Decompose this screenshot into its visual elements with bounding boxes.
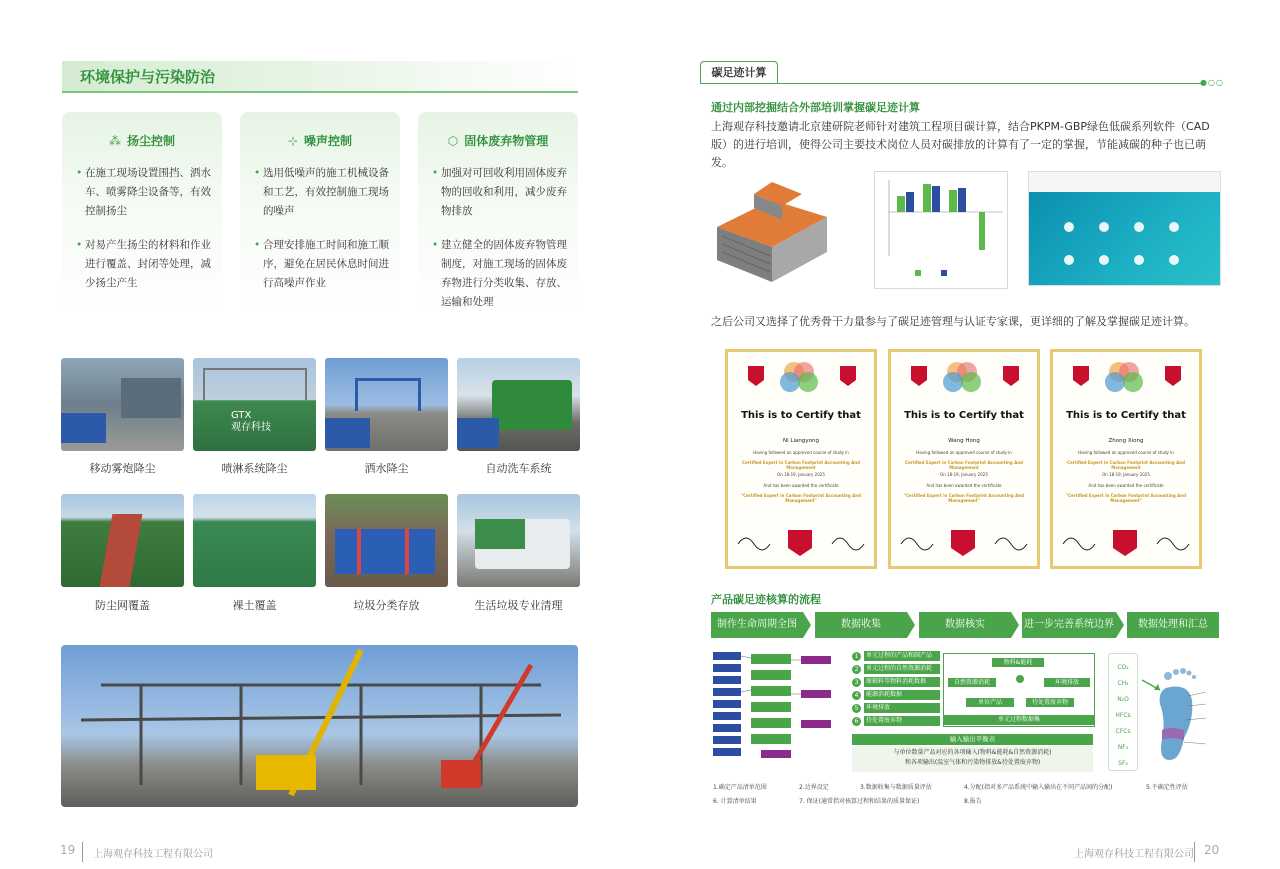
box-icon: ⬡: [447, 134, 459, 148]
cert-text: And has been awarded the certificate: [763, 483, 839, 488]
note: 5.不确定性评估: [1146, 784, 1188, 791]
note: 1.确定产品清单范围: [713, 784, 767, 791]
gas-label: SF₆: [1118, 760, 1128, 767]
cert-title: This is to Certify that: [741, 410, 861, 421]
process-step: 制作生命周期全图: [711, 612, 803, 638]
note: 2.边界设定: [799, 784, 829, 791]
cert-text: And has been awarded the certificate: [926, 483, 1002, 488]
cert-text: Certified Expert in Carbon Footprint Accounting And Management: [742, 460, 860, 470]
sound-icon: ⊹: [287, 134, 299, 148]
photo-caption: 移动雾炮降尘: [89, 462, 156, 475]
list-item: 5 环境排放: [852, 703, 940, 716]
cert-text: "Certified Expert in Carbon Footprint Accounting And Management": [904, 493, 1024, 503]
cert-text: Certified Expert in Carbon Footprint Accounting And Management: [905, 460, 1023, 470]
photo-spray-system: [193, 358, 316, 451]
photo-fog-cannon: [61, 358, 184, 451]
list-item: • 选用低噪声的施工机械设备和工艺，有效控制施工现场的噪声: [254, 167, 389, 217]
photo-caption: 洒水降尘: [364, 462, 409, 475]
cert-text: Having followed an approved course of study in: [916, 450, 1012, 455]
certificate: [1050, 349, 1202, 569]
heading-process: 产品碳足迹核算的流程: [711, 593, 821, 606]
card-solid-waste: [418, 112, 578, 312]
arrow-icon: [803, 612, 811, 638]
list-item: • 合理安排施工时间和施工顺序，避免在居民休息时间进行高噪声作业: [254, 239, 389, 289]
company-name: 上海观存科技工程有限公司: [93, 849, 213, 860]
cert-text: Having followed an approved course of study in: [1078, 450, 1174, 455]
photo-waste-sorting: [325, 494, 448, 587]
note: 8.报告: [964, 798, 982, 805]
cert-name: Ni Liangyong: [783, 438, 819, 444]
cert-text: "Certified Expert in Carbon Footprint Accounting And Management": [1066, 493, 1186, 503]
section-title-bar: [62, 61, 578, 93]
paragraph-training: 上海观存科技邀请北京建研院老师针对建筑工程项目碳计算，结合PKPM-GBP绿色低碳系列软件（CAD版）的进行培训，使得公司主要技术岗位人员对碳排放的计算有了一定的掌握，节能减碳的种子也已萌发。: [711, 120, 1210, 169]
arrow-icon: [907, 612, 915, 638]
photo-caption: 防尘网覆盖: [95, 599, 150, 612]
photo-caption: 自动洗车系统: [485, 462, 552, 475]
footprint-icon: [1140, 660, 1220, 770]
gas-list: [1108, 653, 1138, 771]
card-title: 固体废弃物管理: [464, 134, 549, 148]
image-building-model: [712, 172, 830, 292]
photo-water-spray: [325, 358, 448, 451]
image-software-screen: [1028, 171, 1221, 286]
photo-caption: 生活垃圾专业清理: [474, 599, 563, 612]
page-dots: ●○○: [1200, 78, 1224, 87]
gas-label: NF₃: [1117, 744, 1129, 751]
photo-caption: 喷淋系统降尘: [221, 462, 288, 475]
process-step: 数据收集: [815, 612, 907, 638]
cert-text: And has been awarded the certificate: [1088, 483, 1164, 488]
card-dust-control: [62, 112, 222, 312]
photo-caption: 垃圾分类存放: [353, 599, 420, 612]
cert-text: Having followed an approved course of study in: [753, 450, 849, 455]
cert-title: This is to Certify that: [1066, 410, 1186, 421]
page-number: 19: [60, 843, 76, 857]
certificate: [725, 349, 877, 569]
cert-text: On 18-19, January 2025: [1102, 472, 1150, 477]
process-step: 进一步完善系统边界: [1022, 612, 1116, 638]
paragraph-expert-course: 之后公司又选择了优秀骨干力量参与了碳足迹管理与认证专家课，更详细的了解及掌握碳足迹计算。: [711, 315, 1195, 328]
arrow-icon: [1116, 612, 1124, 638]
note: 6. 计算清单结果: [713, 798, 757, 805]
company-name: 上海观存科技工程有限公司: [1074, 849, 1194, 860]
gas-label: N₂O: [1117, 696, 1129, 703]
cert-text: "Certified Expert in Carbon Footprint Accounting And Management": [741, 493, 861, 503]
list-item: 2 单元过程的自然资源消耗: [852, 664, 940, 677]
gas-label: CH₄: [1117, 680, 1129, 687]
list-item: 1 单元过程的产品和副产品: [852, 651, 940, 664]
photo-garbage-truck: [457, 494, 580, 587]
card-noise-control: [240, 112, 400, 312]
note: 7. 保证(通常指对核算过程和结果的质量保证): [799, 798, 920, 805]
list-item: • 对易产生扬尘的材料和作业进行覆盖、封闭等处理，减少扬尘产生: [76, 239, 211, 289]
note: 3.数据收集与数据质量评估: [860, 784, 932, 791]
balance-title: 输入输出平衡表: [852, 734, 1093, 745]
card-title: 噪声控制: [304, 134, 353, 148]
cert-name: Wang Hong: [948, 438, 980, 444]
list-item: • 在施工现场设置围挡、洒水车、喷雾降尘设备等，有效控制扬尘: [76, 167, 211, 217]
process-step: 数据核实: [919, 612, 1011, 638]
cert-text: On 18-19, January 2025: [940, 472, 988, 477]
section-title: 环境保护与污染防治: [80, 68, 216, 86]
wind-icon: ⁂: [108, 134, 121, 148]
list-item: 6 待处置废弃物: [852, 716, 940, 729]
gas-label: CFCs: [1115, 728, 1131, 735]
divider: [82, 842, 83, 862]
card-title: 扬尘控制: [126, 134, 175, 148]
lifecycle-map: [711, 650, 845, 768]
list-item: • 加强对可回收利用固体废弃物的回收和利用，减少废弃物排放: [432, 167, 567, 217]
gas-label: HFCs: [1115, 712, 1131, 719]
section-tab: 碳足迹计算: [700, 61, 778, 84]
photo-soil-cover: [193, 494, 316, 587]
list-item: • 建立健全的固体废弃物管理制度，对施工现场的固体废弃物进行分类收集、存放、运输和处理: [432, 239, 567, 308]
photo-truck-wash: [457, 358, 580, 451]
gas-label: CO₂: [1117, 664, 1129, 671]
cert-title: This is to Certify that: [904, 410, 1024, 421]
cert-text: Certified Expert in Carbon Footprint Accounting And Management: [1067, 460, 1185, 470]
arrow-icon: [1011, 612, 1019, 638]
gtx-logo-text: GTX 观存科技: [231, 410, 271, 433]
flow-item-list: [852, 651, 940, 729]
image-carbon-chart: [874, 171, 1008, 289]
divider: [700, 83, 1202, 84]
cert-name: Zhong Xiong: [1108, 438, 1144, 444]
heading-training: 通过内部挖掘结合外部培训掌握碳足迹计算: [711, 101, 920, 114]
list-item: 3 原辅料等物料消耗数据: [852, 677, 940, 690]
page-number: 20: [1204, 843, 1220, 857]
divider: [1194, 842, 1195, 862]
photo-dust-net: [61, 494, 184, 587]
list-item: 4 能源消耗数据: [852, 690, 940, 703]
certificate: [888, 349, 1040, 569]
photo-crane-construction: [61, 645, 578, 807]
unit-process-box: 物料&能耗 自然资源消耗 环境排放 单位产品 待处置废弃物 单元过程数据集: [943, 653, 1095, 727]
note: 4.分配(指对多产品系统中输入输出在不同产品间的分配): [964, 784, 1113, 791]
cert-text: On 18-19, January 2025: [777, 472, 825, 477]
photo-caption: 裸土覆盖: [232, 599, 277, 612]
process-step: 数据处理和汇总: [1127, 612, 1219, 638]
balance-text: 与单位数量产品对应的各项输入(物料&能耗&自然资源消耗) 和各项输出(温室气体和污染物排放&待处置废弃物): [852, 746, 1093, 772]
